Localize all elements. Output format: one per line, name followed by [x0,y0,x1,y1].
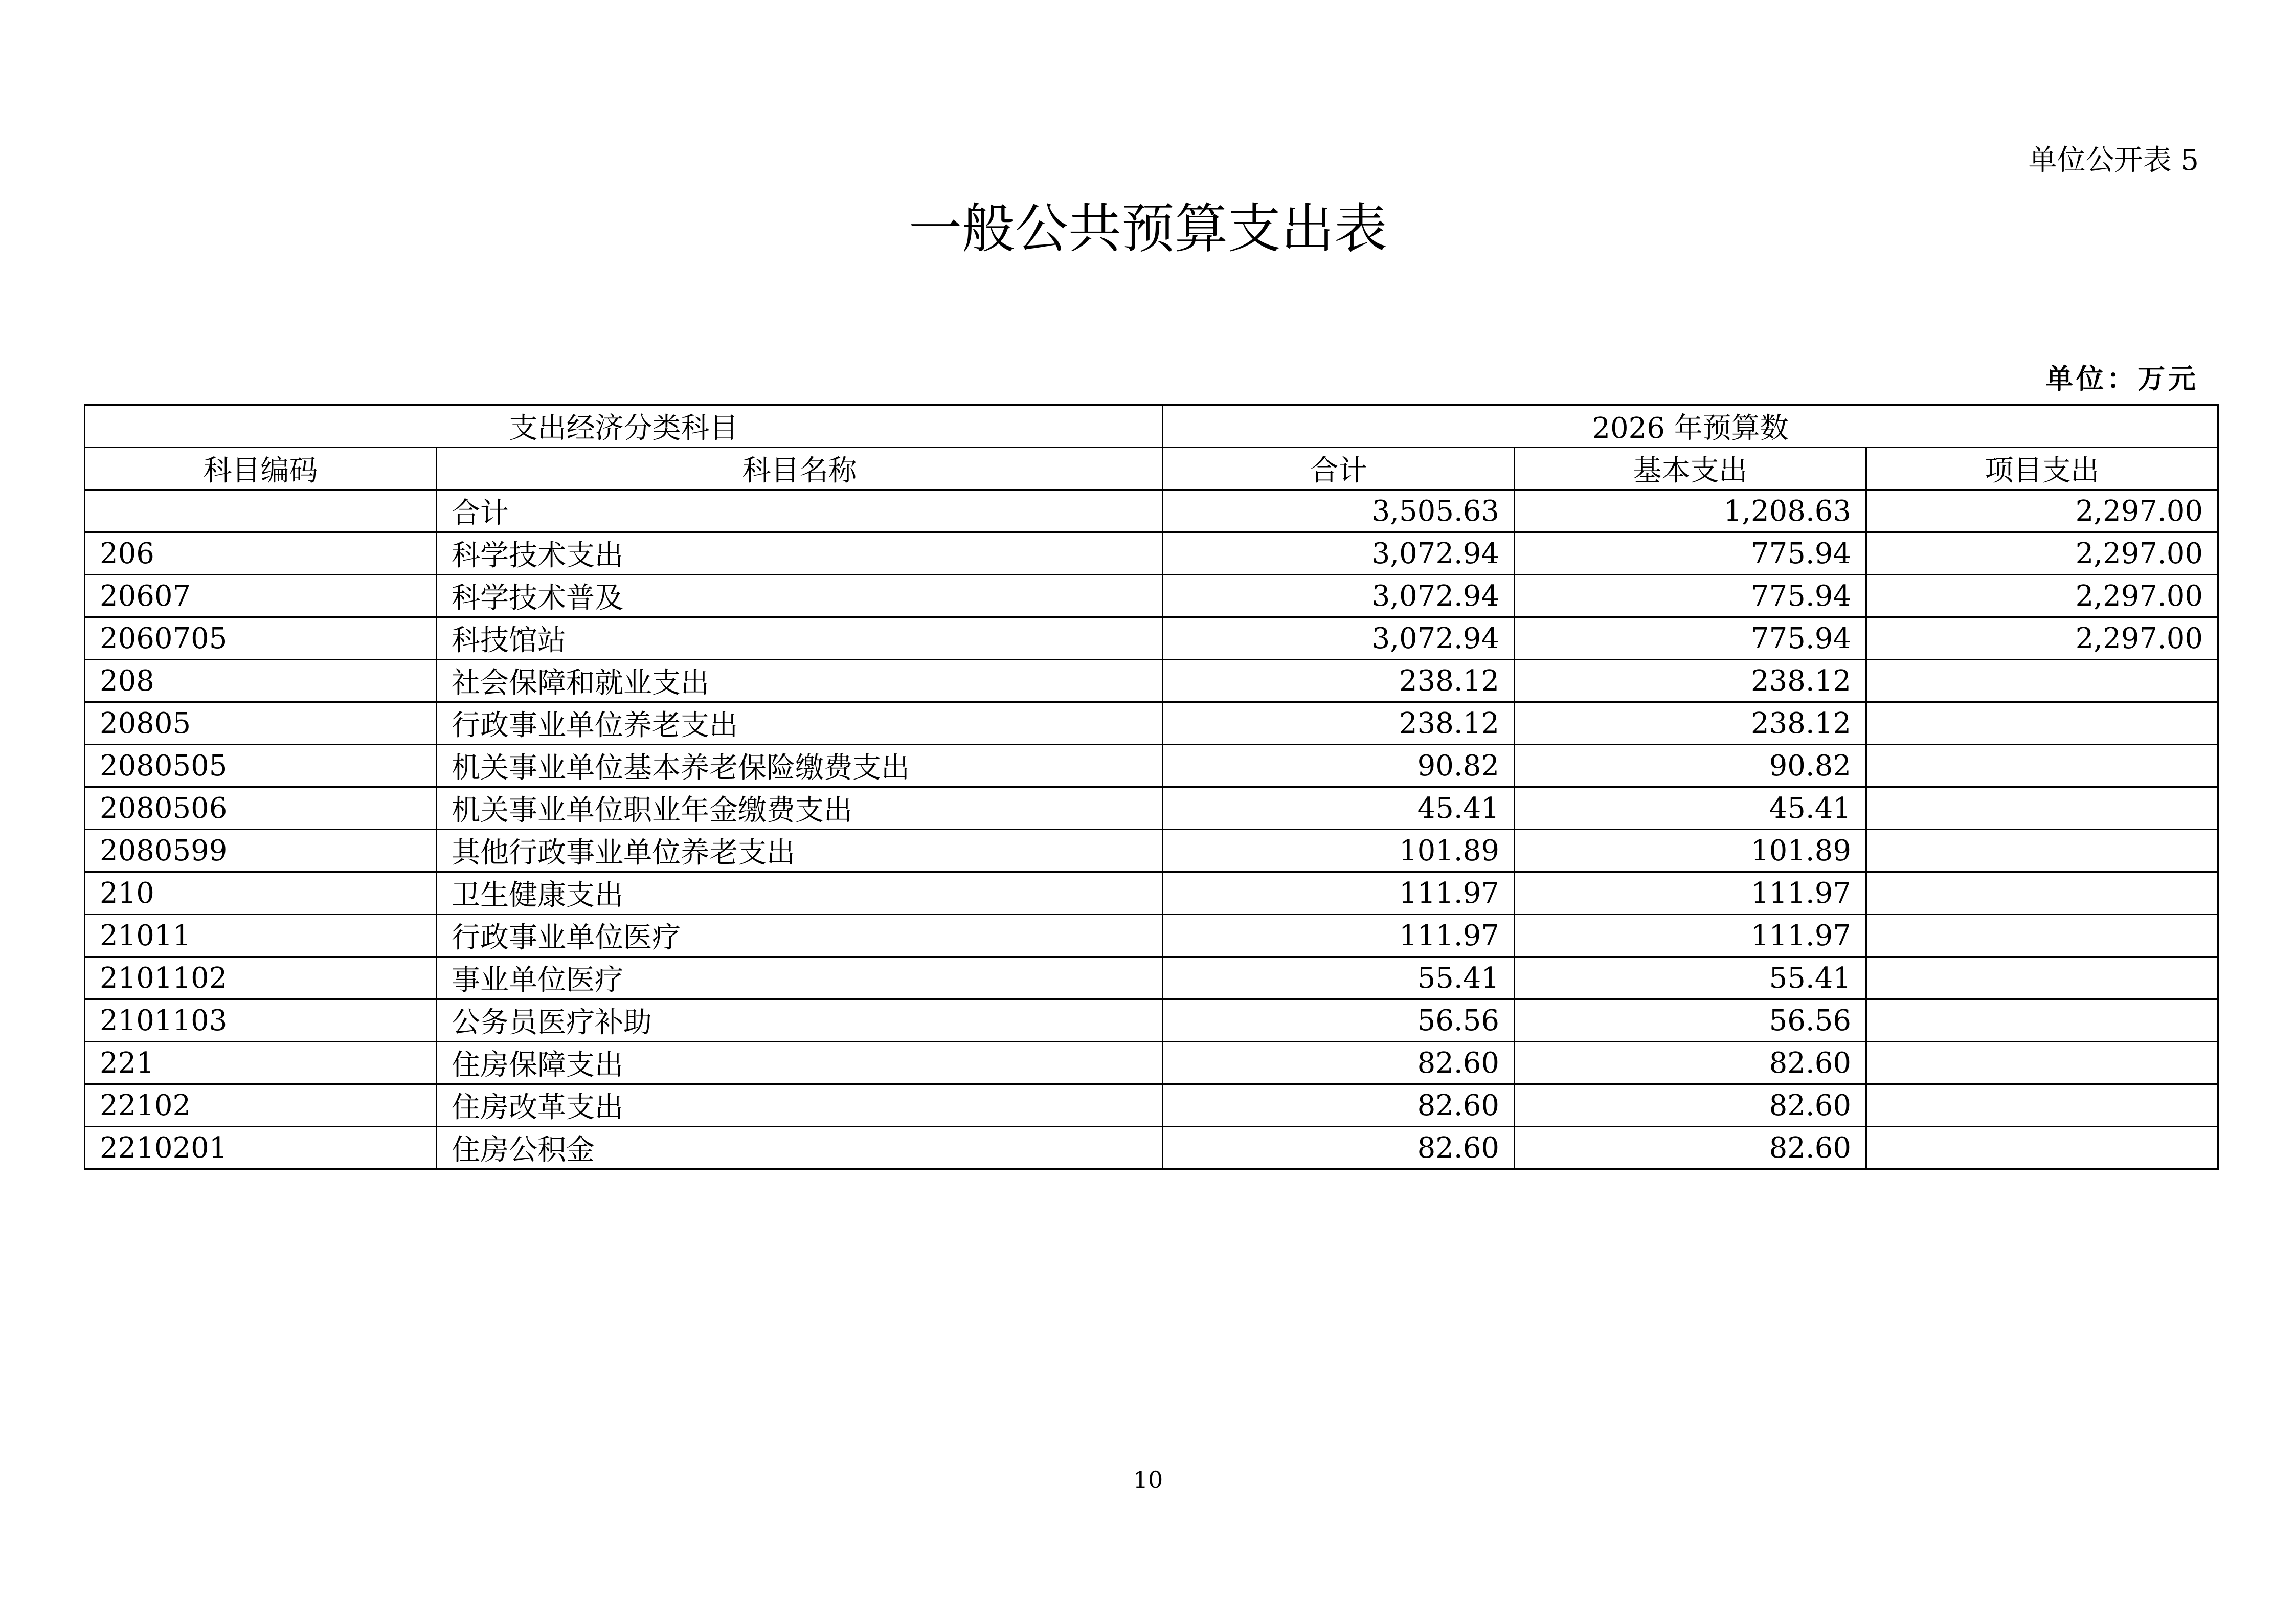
cell-code: 21011 [85,915,437,957]
cell-project: 2,297.00 [1866,532,2218,575]
cell-code: 20607 [85,575,437,617]
cell-code: 2101103 [85,999,437,1042]
cell-basic: 55.41 [1515,957,1866,999]
cell-name: 合计 [437,490,1163,532]
cell-project [1866,660,2218,702]
cell-total: 238.12 [1163,660,1515,702]
cell-basic: 45.41 [1515,787,1866,830]
cell-total: 3,072.94 [1163,617,1515,660]
table-row [85,660,2218,702]
cell-total: 111.97 [1163,872,1515,915]
cell-project [1866,702,2218,745]
header-project: 项目支出 [1866,448,2218,490]
cell-total: 101.89 [1163,830,1515,872]
cell-name: 行政事业单位养老支出 [437,702,1163,745]
cell-name: 公务员医疗补助 [437,999,1163,1042]
cell-basic: 238.12 [1515,660,1866,702]
cell-basic: 238.12 [1515,702,1866,745]
cell-name: 社会保障和就业支出 [437,660,1163,702]
cell-code: 2210201 [85,1127,437,1169]
cell-basic: 56.56 [1515,999,1866,1042]
cell-project [1866,915,2218,957]
cell-project [1866,1042,2218,1084]
cell-project: 2,297.00 [1866,575,2218,617]
page-number: 10 [1133,1466,1163,1494]
table-row [85,532,2218,575]
table-row [85,1084,2218,1127]
cell-name: 住房公积金 [437,1127,1163,1169]
cell-basic: 82.60 [1515,1127,1866,1169]
cell-name: 卫生健康支出 [437,872,1163,915]
cell-name: 行政事业单位医疗 [437,915,1163,957]
table-row [85,490,2218,532]
header-total: 合计 [1163,448,1515,490]
cell-basic: 775.94 [1515,617,1866,660]
cell-project [1866,787,2218,830]
unit-label: 单位：万元 [2045,362,2199,395]
cell-total: 82.60 [1163,1127,1515,1169]
cell-basic: 82.60 [1515,1042,1866,1084]
cell-basic: 111.97 [1515,872,1866,915]
column-header-row [85,448,2218,490]
table-row [85,915,2218,957]
cell-basic: 1,208.63 [1515,490,1866,532]
header-name: 科目名称 [437,448,1163,490]
cell-total: 111.97 [1163,915,1515,957]
cell-total: 90.82 [1163,745,1515,787]
cell-project [1866,957,2218,999]
cell-code: 2080505 [85,745,437,787]
cell-code: 2060705 [85,617,437,660]
cell-total: 56.56 [1163,999,1515,1042]
table-body [85,490,2218,1169]
cell-total: 45.41 [1163,787,1515,830]
budget-table [84,404,2219,1170]
cell-basic: 82.60 [1515,1084,1866,1127]
cell-code: 208 [85,660,437,702]
header-basic: 基本支出 [1515,448,1866,490]
cell-project [1866,999,2218,1042]
table-row [85,575,2218,617]
cell-basic: 775.94 [1515,575,1866,617]
cell-project [1866,830,2218,872]
cell-name: 科学技术支出 [437,532,1163,575]
cell-total: 3,072.94 [1163,575,1515,617]
cell-name: 住房保障支出 [437,1042,1163,1084]
cell-name: 科学技术普及 [437,575,1163,617]
cell-code: 221 [85,1042,437,1084]
cell-code: 2101102 [85,957,437,999]
cell-name: 科技馆站 [437,617,1163,660]
cell-name: 其他行政事业单位养老支出 [437,830,1163,872]
header-category-group: 支出经济分类科目 [85,405,1163,448]
cell-total: 3,505.63 [1163,490,1515,532]
cell-project [1866,872,2218,915]
cell-code: 22102 [85,1084,437,1127]
cell-basic: 111.97 [1515,915,1866,957]
group-header-row [85,405,2218,448]
header-code: 科目编码 [85,448,437,490]
cell-code: 206 [85,532,437,575]
cell-project: 2,297.00 [1866,617,2218,660]
cell-code: 20805 [85,702,437,745]
page-title: 一般公共预算支出表 [908,197,1387,260]
cell-project [1866,745,2218,787]
cell-project [1866,1127,2218,1169]
cell-name: 机关事业单位职业年金缴费支出 [437,787,1163,830]
table-row [85,999,2218,1042]
table-row [85,1042,2218,1084]
cell-name: 机关事业单位基本养老保险缴费支出 [437,745,1163,787]
table-row [85,872,2218,915]
document-label: 单位公开表 5 [2028,144,2199,177]
cell-name: 住房改革支出 [437,1084,1163,1127]
cell-code: 2080506 [85,787,437,830]
table-row [85,830,2218,872]
table-row [85,702,2218,745]
cell-name: 事业单位医疗 [437,957,1163,999]
cell-project [1866,1084,2218,1127]
cell-code: 210 [85,872,437,915]
table-row [85,745,2218,787]
cell-total: 55.41 [1163,957,1515,999]
table-row [85,957,2218,999]
cell-total: 82.60 [1163,1042,1515,1084]
cell-basic: 101.89 [1515,830,1866,872]
table-row [85,617,2218,660]
cell-total: 82.60 [1163,1084,1515,1127]
cell-code [85,490,437,532]
cell-total: 3,072.94 [1163,532,1515,575]
cell-basic: 775.94 [1515,532,1866,575]
header-budget-group: 2026 年预算数 [1163,405,2218,448]
table-row [85,1127,2218,1169]
cell-code: 2080599 [85,830,437,872]
cell-project: 2,297.00 [1866,490,2218,532]
cell-basic: 90.82 [1515,745,1866,787]
cell-total: 238.12 [1163,702,1515,745]
table-row [85,787,2218,830]
